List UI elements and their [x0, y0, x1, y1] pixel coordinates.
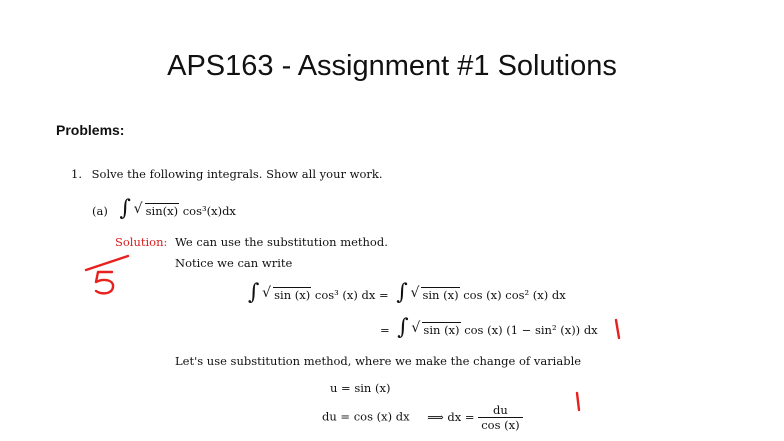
handwritten-tick-2 [570, 390, 586, 414]
equation-1 [248, 280, 566, 305]
equation-2 [380, 315, 598, 340]
solution-label: Solution: [115, 235, 168, 249]
integrand-rest: cos³(x)dx [182, 204, 236, 218]
du-eq: du = cos (x) dx [322, 409, 410, 424]
part-label: (a) [92, 204, 108, 218]
u-equation: u = sin (x) [330, 381, 391, 395]
eq1-rhs-rest: cos (x) cos² (x) dx [463, 288, 566, 302]
notice-text: Notice we can write [175, 256, 293, 270]
radicand: sin (x) [422, 288, 459, 302]
integral-sign: ∫ [119, 196, 131, 221]
question-1 [71, 167, 383, 181]
integral-sign: ∫ [396, 280, 408, 305]
integral-sign: ∫ [248, 280, 260, 305]
problems-heading: Problems: [56, 122, 125, 138]
radicand: sin (x) [423, 323, 460, 337]
fraction-numerator: du [478, 403, 522, 418]
radical [412, 323, 460, 337]
fraction [478, 403, 522, 432]
eq1-lhs-rest: cos³ (x) dx = [314, 288, 389, 302]
radical [135, 204, 179, 218]
substitution-text: Let's use substitution method, where we make the change of variable [175, 354, 582, 368]
eq2-equals: = [380, 323, 390, 337]
du-equation [322, 403, 523, 432]
question-number: 1. [71, 167, 82, 181]
integral-sign: ∫ [397, 315, 409, 340]
radical [411, 288, 459, 302]
eq2-rest: cos (x) (1 − sin² (x)) dx [464, 323, 598, 337]
question-part-a [92, 196, 236, 221]
document-title: APS163 - Assignment #1 Solutions [167, 50, 617, 82]
handwritten-tick-1 [610, 316, 626, 342]
implies-dx: ⟹ dx = [427, 409, 475, 424]
handwritten-score-mark [80, 248, 140, 300]
question-text: Solve the following integrals. Show all your work. [91, 167, 383, 181]
fraction-denominator: cos (x) [481, 418, 520, 432]
solution-line [115, 235, 388, 249]
radicand: sin (x) [274, 288, 311, 302]
radicand: sin(x) [145, 204, 179, 218]
radical [263, 288, 311, 302]
solution-text: We can use the substitution method. [175, 235, 388, 249]
